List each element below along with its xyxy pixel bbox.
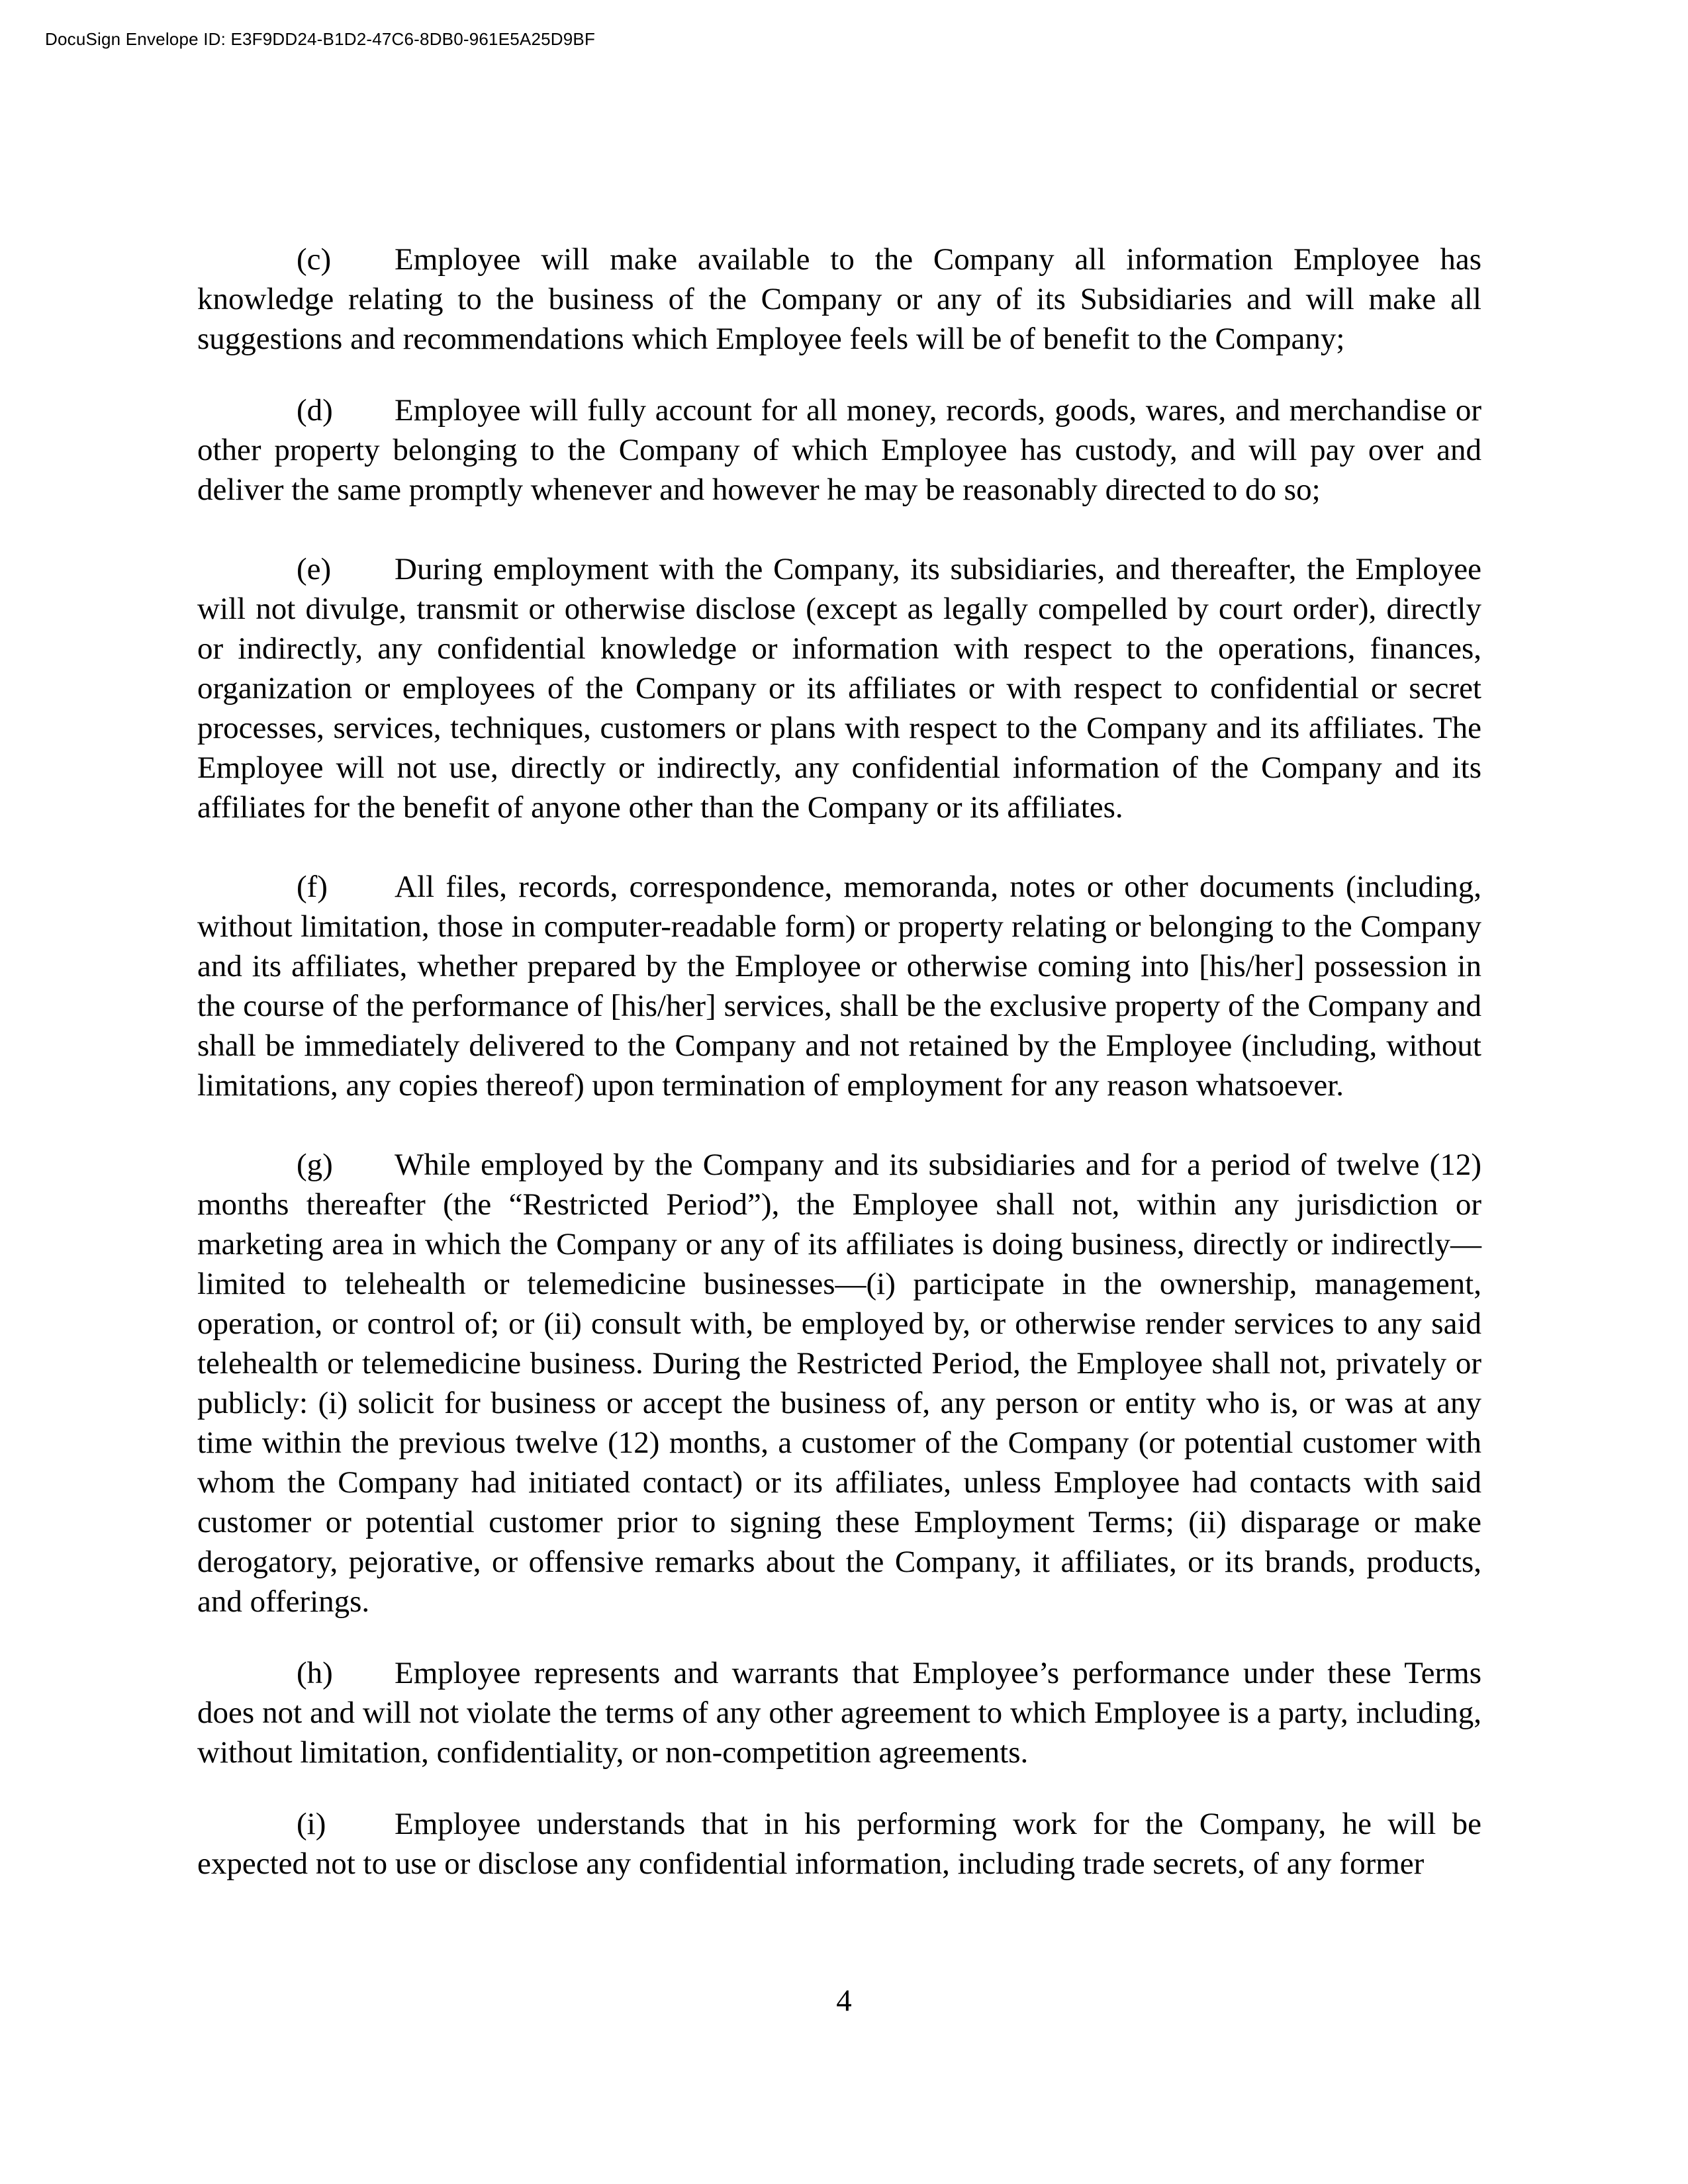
clause-g xyxy=(197,1145,1481,1621)
clause-text: While employed by the Company and its subsidiaries and for a period of twelve (12) months thereafter (the “Restricted Period”), the Employee shall not, within any jurisdiction or marketing area in which the Company or any of its affiliates is doing business, directly or indirectly—limited to telehealth or telemedicine businesses—(i) participate in the ownership, management, operation, or control of; or (ii) consult with, be employed by, or otherwise render services to any said telehealth or telemedicine business. During the Restricted Period, the Employee shall not, privately or publicly: (i) solicit for business or accept the business of, any person or entity who is, or was at any time within the previous twelve (12) months, a customer of the Company (or potential customer with whom the Company had initiated contact) or its affiliates, unless Employee had contacts with said customer or potential customer prior to signing these Employment Terms; (ii) disparage or make derogatory, pejorative, or offensive remarks about the Company, it affiliates, or its brands, products, and offerings. xyxy=(197,1148,1481,1619)
clause-label: (d) xyxy=(297,393,333,428)
clause-label: (f) xyxy=(297,870,328,904)
clause-label: (e) xyxy=(297,552,332,586)
clause-d xyxy=(197,390,1481,510)
clause-text: Employee understands that in his performing work for the Company, he will be expected not to use or disclose any confidential information, including trade secrets, of any former xyxy=(197,1807,1481,1881)
clause-text: All files, records, correspondence, memoranda, notes or other documents (including, without limitation, those in computer-readable form) or property relating or belonging to the Company and its affiliates, whether prepared by the Employee or otherwise coming into [his/her] possession in the course of the performance of [his/her] services, shall be the exclusive property of the Company and shall be immediately delivered to the Company and not retained by the Employee (including, without limitations, any copies thereof) upon termination of employment for any reason whatsoever. xyxy=(197,870,1481,1103)
clause-label: (c) xyxy=(297,242,332,277)
document-body xyxy=(197,240,1481,1923)
clause-label: (i) xyxy=(297,1807,326,1841)
clause-h xyxy=(197,1653,1481,1772)
clause-text: Employee will fully account for all money, records, goods, wares, and merchandise or other property belonging to the Company of which Employee has custody, and will pay over and deliver the same promptly whenever and however he may be reasonably directed to do so; xyxy=(197,393,1481,507)
docusign-envelope-id: DocuSign Envelope ID: E3F9DD24-B1D2-47C6-8DB0-961E5A25D9BF xyxy=(45,29,596,49)
clause-text: Employee represents and warrants that Employee’s performance under these Terms does not and will not violate the terms of any other agreement to which Employee is a party, including, without limitation, confidentiality, or non-competition agreements. xyxy=(197,1656,1481,1770)
clause-c xyxy=(197,240,1481,359)
clause-text: During employment with the Company, its subsidiaries, and thereafter, the Employee will not divulge, transmit or otherwise disclose (except as legally compelled by court order), directly or indirectly, any confidential knowledge or information with respect to the operations, finances, organization or employees of the Company or its affiliates or with respect to confidential or secret processes, services, techniques, customers or plans with respect to the Company and its affiliates. The Employee will not use, directly or indirectly, any confidential information of the Company and its affiliates for the benefit of anyone other than the Company or its affiliates. xyxy=(197,552,1481,825)
clause-e xyxy=(197,549,1481,827)
clause-i xyxy=(197,1804,1481,1884)
page-number: 4 xyxy=(836,1983,852,2018)
clause-label: (g) xyxy=(297,1148,333,1182)
clause-label: (h) xyxy=(297,1656,333,1690)
clause-text: Employee will make available to the Company all information Employee has knowledge relating to the business of the Company or any of its Subsidiaries and will make all suggestions and recommendations which Employee feels will be of benefit to the Company; xyxy=(197,242,1481,356)
clause-f xyxy=(197,867,1481,1105)
